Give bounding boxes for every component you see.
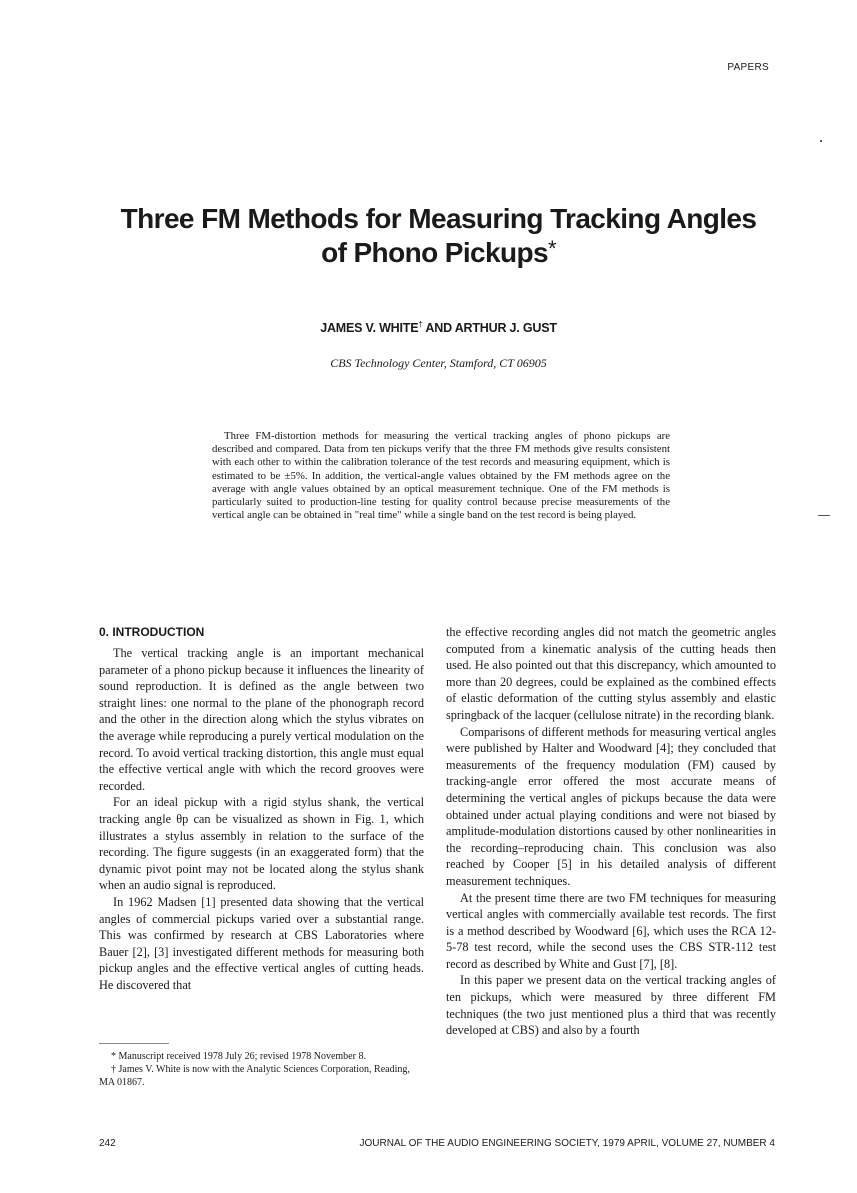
scan-mark [820, 140, 822, 142]
footnotes [99, 1050, 424, 1089]
paragraph: the effective recording angles did not match the geometric angles computed from a kinematic analysis of the cutting heads then used. He also pointed out that this discrepancy, which amounted to more than 20 degrees, could be explained as the combined effects of elastic deformation of the cutting stylus assembly and elastic springback of the lacquer (cellulose nitrate) in the recording blank. [446, 625, 776, 722]
journal-citation: JOURNAL OF THE AUDIO ENGINEERING SOCIETY, 1979 APRIL, VOLUME 27, NUMBER 4 [359, 1138, 775, 1149]
paragraph: In 1962 Madsen [1] presented data showing that the vertical angles of commercial pickups varied over a substantial range. This was confirmed by research at CBS Laboratories where Bauer [2], [3] investigated different methods for measuring both pickup angles and the effective vertical angles of cutting heads. He discovered that [99, 894, 424, 992]
footnote-divider [99, 1043, 169, 1044]
paragraph: In this paper we present data on the vertical tracking angles of ten pickups, which were measured by three different FM techniques (the two just mentioned plus a third that was recently developed at CBS) and also by a fourth [446, 973, 776, 1038]
scan-mark [818, 515, 830, 516]
author-2: AND ARTHUR J. GUST [422, 321, 557, 336]
left-column [99, 645, 424, 993]
title-line-2 [60, 236, 817, 270]
author-1: JAMES V. WHITE [320, 321, 419, 336]
title-footnote-mark: * [547, 236, 556, 261]
title-line-2-text: of Phono Pickups [321, 237, 548, 268]
abstract-text: Three FM-distortion methods for measuring the vertical tracking angles of phono pickups are described and compared. Data from ten pickups verify that the three FM methods give results consistent with each other to within the calibration tolerance of the test records and measuring equipment, which is estimated to be ±5%. In addition, the vertical-angle values obtained by the FM methods agree on the average with angle values obtained by an optical measurement technique. One of the FM methods is particularly suited to production-line testing for quality control because precise measurements of the vertical angle can be obtained in "real time" while a single band on the test record is being played. [212, 430, 670, 522]
paper-title [60, 202, 817, 270]
paragraph: The vertical tracking angle is an important mechanical parameter of a phono pickup because it influences the linearity of sound reproduction. It is defined as the angle between two straight lines: one normal to the plane of the phonograph record and the other in the direction along which the stylus vibrates on the average while reproducing a purely vertical modulation on the record. To avoid vertical tracking distortion, this angle must equal the effective vertical angle with which the record grooves were recorded. [99, 646, 424, 793]
footnote: † James V. White is now with the Analytic Sciences Corporation, Reading, MA 01867. [99, 1064, 410, 1088]
section-heading: 0. INTRODUCTION [99, 625, 205, 639]
footnote: * Manuscript received 1978 July 26; revised 1978 November 8. [111, 1051, 366, 1062]
author-1-footnote-mark: † [418, 320, 423, 329]
paragraph: At the present time there are two FM techniques for measuring vertical angles with commercially available test records. The first is a method described by Woodward [6], which uses the RCA 12-5-78 test record, while the second uses the CBS STR-112 test record as described by White and Gust [7], [8]. [446, 890, 776, 971]
abstract [212, 430, 670, 522]
affiliation: CBS Technology Center, Stamford, CT 06905 [330, 356, 547, 370]
paragraph: For an ideal pickup with a rigid stylus shank, the vertical tracking angle θp can be visualized as shown in Fig. 1, which illustrates a stylus assembly in relation to the surface of the recording. The figure suggests (in an exaggerated form) that the dynamic pivot point may not be located along the stylus shank when an audio signal is reproduced. [99, 795, 424, 893]
title-line-1: Three FM Methods for Measuring Tracking Angles [120, 203, 757, 234]
right-column [446, 624, 776, 1039]
section-tag: PAPERS [727, 62, 769, 73]
author-line [60, 320, 817, 335]
paragraph: Comparisons of different methods for measuring vertical angles were published by Halter and Woodward [4]; they concluded that measurements of the frequency modulation (FM) caused by tracking-angle error offered the most accurate means of determining the vertical angles of pickups because the data were obtained under actual playing conditions and were not biased by amplitude-modulation distortions caused by other nonlinearities in the recording–reproducing chain. This conclusion was also reached by Cooper [5] in his detailed analysis of different measurement techniques. [446, 724, 776, 888]
page-number: 242 [99, 1138, 116, 1149]
